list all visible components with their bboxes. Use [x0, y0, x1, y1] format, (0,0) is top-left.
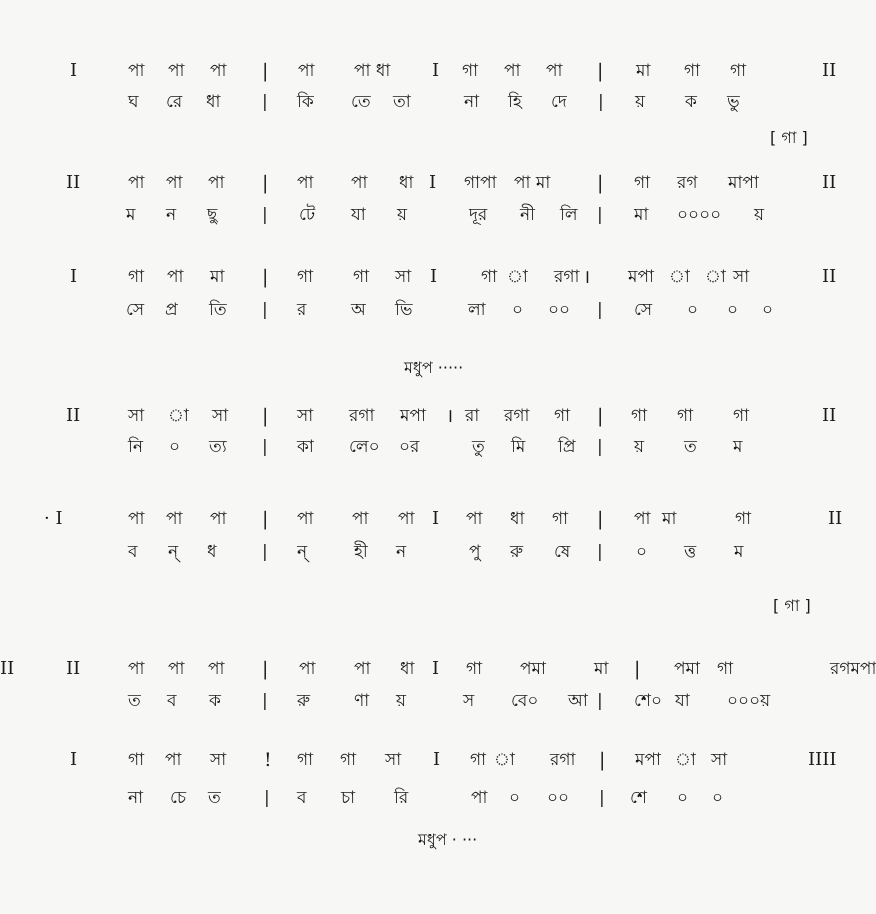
bar-line: |	[597, 60, 604, 82]
lyric-syllable: য়	[397, 205, 408, 225]
note-token: ধা	[510, 509, 525, 529]
note-token: পা	[208, 173, 225, 193]
notation-row	[0, 401, 876, 431]
section-marker: II	[66, 658, 81, 679]
lyric-row	[0, 200, 876, 230]
note-token: মপা	[635, 750, 661, 770]
lyric-syllable: ব	[167, 691, 177, 711]
note-token: পা	[128, 509, 145, 529]
lyric-syllable: তি	[209, 300, 227, 320]
note-token: ধা	[399, 173, 414, 193]
lyric-syllable: ম	[733, 437, 743, 457]
note-token: পা	[210, 509, 227, 529]
lyric-syllable: ০	[512, 300, 524, 320]
bar-line: |	[262, 300, 268, 320]
bar-line: |	[634, 658, 641, 680]
lyric-syllable: অ	[351, 300, 366, 320]
note-token: গা	[481, 267, 498, 287]
bar-line: ।	[583, 266, 591, 288]
lyric-syllable: ক	[685, 92, 697, 112]
note-token: পা	[128, 173, 145, 193]
note-token: গা	[128, 267, 145, 287]
section-marker: II	[66, 172, 81, 193]
lyric-syllable: যা	[351, 205, 366, 225]
lyric-syllable: ত	[208, 788, 221, 808]
lyric-row	[0, 537, 876, 567]
lyric-syllable: লি	[560, 205, 578, 225]
lyric-syllable: ধ	[207, 542, 217, 562]
lyric-syllable: ০০০০	[677, 205, 722, 225]
lyric-row	[0, 783, 876, 813]
lyric-syllable: ০	[509, 788, 521, 808]
note-token: গা	[353, 267, 370, 287]
lyric-syllable: ধা	[206, 92, 221, 112]
bar-line: |	[262, 542, 268, 562]
bar-line: |	[262, 405, 269, 427]
section-marker: I	[432, 658, 440, 679]
bracket-note: [ গা ]	[770, 128, 808, 147]
note-token: গা	[128, 750, 145, 770]
lyric-syllable: তু	[472, 437, 485, 457]
note-token: পা	[398, 509, 415, 529]
lyric-syllable: ভি	[395, 300, 413, 320]
lyric-syllable: ০	[712, 788, 724, 808]
lyric-syllable: য়	[635, 92, 646, 112]
note-token: পমা	[520, 659, 546, 679]
notation-row	[0, 654, 876, 684]
lyric-syllable: লা	[468, 300, 486, 320]
bar-line: |	[262, 172, 269, 194]
note-token: গা	[631, 406, 648, 426]
note-token: পা	[299, 659, 316, 679]
lyric-syllable: যা	[675, 691, 690, 711]
section-marker: I	[432, 60, 440, 81]
lyric-syllable: আ	[568, 691, 588, 711]
note-token: রগা	[349, 406, 375, 426]
lyric-syllable: না	[464, 92, 480, 112]
lyric-syllable: মি	[511, 437, 526, 457]
note-token: গা	[677, 406, 694, 426]
bar-line: !	[264, 749, 272, 771]
section-marker: II	[828, 508, 843, 529]
notation-row	[0, 262, 876, 292]
note-token: পমা	[674, 659, 700, 679]
lyric-syllable: ম	[734, 542, 744, 562]
section-marker: II	[0, 658, 15, 679]
lyric-syllable: ০	[727, 300, 739, 320]
lyric-row	[0, 87, 876, 117]
lyric-syllable: ০র	[399, 437, 420, 457]
bar-line: ।	[446, 405, 454, 427]
refrain-label: মধুপ · ···	[418, 830, 478, 849]
note-token: গা	[634, 173, 651, 193]
lyric-syllable: ভু	[727, 92, 740, 112]
lyric-syllable: ম	[126, 205, 136, 225]
lyric-syllable: ন	[396, 542, 407, 562]
bar-line: |	[264, 788, 270, 808]
lyric-syllable: ০	[169, 437, 181, 457]
note-token: া	[675, 750, 696, 770]
note-token: া	[705, 267, 726, 287]
lyric-syllable: ০০০য়	[727, 691, 771, 711]
section-marker: II	[822, 405, 837, 426]
note-token: পা	[166, 173, 183, 193]
note-token: গা	[340, 750, 357, 770]
section-marker: I	[432, 508, 440, 529]
lyric-syllable: ০	[636, 542, 648, 562]
note-token: রগা	[504, 406, 530, 426]
bar-line: |	[598, 92, 604, 112]
note-token: মাপা	[728, 173, 759, 193]
lyric-syllable: ছু	[207, 205, 218, 225]
lyric-syllable: দূর	[469, 205, 488, 225]
section-marker: II	[66, 405, 81, 426]
note-token: া	[507, 267, 528, 287]
note-token: গা	[684, 61, 701, 81]
bar-line: |	[597, 405, 604, 427]
lyric-syllable: য়	[634, 437, 645, 457]
lyric-syllable: সে	[634, 300, 653, 320]
lyric-syllable: ০০	[548, 300, 571, 320]
note-token: মা	[636, 61, 651, 81]
section-marker: I	[70, 749, 78, 770]
note-token: পা	[165, 750, 182, 770]
note-token: পা	[466, 509, 483, 529]
bar-line: |	[597, 691, 603, 711]
lyric-row	[0, 686, 876, 716]
bar-line: |	[597, 205, 603, 225]
note-token: পা	[352, 509, 369, 529]
note-token: সা	[711, 750, 728, 770]
bar-line: |	[262, 60, 269, 82]
note-token: ধা	[400, 659, 415, 679]
note-token: া	[494, 750, 515, 770]
lyric-syllable: ন	[166, 205, 177, 225]
lyric-syllable: রু	[297, 691, 311, 711]
note-token: গা	[462, 61, 479, 81]
lyric-syllable: চা	[341, 788, 356, 808]
note-token: গা	[735, 509, 752, 529]
note-token: গা	[297, 267, 314, 287]
lyric-syllable: রে	[166, 92, 183, 112]
lyric-syllable: ত্ত	[684, 542, 697, 562]
bar-line: |	[597, 508, 604, 530]
note-token: গা	[730, 61, 747, 81]
bar-line: |	[262, 437, 268, 457]
note-token: পা	[208, 659, 225, 679]
lyric-syllable: সে	[126, 300, 145, 320]
notation-row	[0, 56, 876, 86]
note-token: পা	[504, 61, 521, 81]
lyric-syllable: ত	[684, 437, 697, 457]
note-token: রগমপা	[830, 659, 876, 679]
bar-line: |	[262, 508, 269, 530]
note-token: পা	[354, 659, 371, 679]
lyric-syllable: ষে	[554, 542, 571, 562]
note-token: পা	[298, 61, 315, 81]
note-token: পা ধা	[354, 61, 391, 81]
lyric-syllable: শে	[630, 788, 647, 808]
note-token: রগা	[550, 750, 576, 770]
note-token: া	[669, 267, 690, 287]
lyric-row	[0, 295, 876, 325]
note-token: পা	[168, 659, 185, 679]
lyric-syllable: না	[128, 788, 144, 808]
section-marker: I	[70, 266, 78, 287]
note-token: পা	[166, 509, 183, 529]
lyric-syllable: ক	[209, 691, 221, 711]
lyric-syllable: স	[463, 691, 475, 711]
bar-line: |	[262, 266, 269, 288]
note-token: মা	[662, 509, 677, 529]
note-token: গাপা	[464, 173, 497, 193]
lyric-syllable: ০	[762, 300, 774, 320]
lyric-syllable: লে০	[349, 437, 380, 457]
lyric-syllable: ত	[128, 691, 141, 711]
lyric-syllable: য়	[396, 691, 407, 711]
note-token: সা	[733, 267, 750, 287]
lyric-syllable: ব	[128, 542, 138, 562]
note-token: মা	[594, 659, 609, 679]
note-token: পা	[128, 61, 145, 81]
note-token: রা	[465, 406, 480, 426]
note-token: মপা	[628, 267, 654, 287]
note-token: পা	[210, 61, 227, 81]
note-token: পা	[128, 659, 145, 679]
bar-line: |	[262, 691, 268, 711]
lyric-syllable: হি	[508, 92, 522, 112]
note-token: সা	[210, 750, 227, 770]
note-token: গা	[733, 406, 750, 426]
note-token: পা	[297, 509, 314, 529]
lyric-syllable: ০	[677, 788, 689, 808]
note-token: পা	[297, 173, 314, 193]
note-token: সা	[297, 406, 314, 426]
lyric-syllable: শে০	[634, 691, 663, 711]
notation-row	[0, 504, 876, 534]
note-token: পা	[168, 61, 185, 81]
section-marker: I	[430, 266, 438, 287]
note-token: পা মা	[514, 173, 551, 193]
lyric-syllable: বে০	[511, 691, 539, 711]
bar-line: |	[597, 172, 604, 194]
note-token: গা	[470, 750, 487, 770]
note-token: সা	[212, 406, 229, 426]
note-token: গা	[552, 509, 569, 529]
section-marker: IIII	[808, 749, 837, 770]
note-token: গা	[717, 659, 734, 679]
bar-line: |	[262, 92, 268, 112]
section-marker: II	[822, 60, 837, 81]
notation-row	[0, 745, 876, 775]
note-token: গা	[297, 750, 314, 770]
lyric-syllable: কি	[297, 92, 314, 112]
note-token: সা	[128, 406, 145, 426]
section-marker: II	[822, 266, 837, 287]
lyric-syllable: দে	[551, 92, 567, 112]
section-marker: I	[433, 749, 441, 770]
note-token: মপা	[400, 406, 426, 426]
note-token: পা	[634, 509, 651, 529]
note-token: পা	[351, 173, 368, 193]
lyric-syllable: ব	[297, 788, 307, 808]
lyric-syllable: রু	[510, 542, 524, 562]
lyric-syllable: প্র	[165, 300, 178, 320]
lyric-syllable: তে	[351, 92, 371, 112]
note-token: া	[168, 406, 189, 426]
note-token: গা	[554, 406, 571, 426]
note-token: রগা	[554, 267, 580, 287]
lyric-syllable: ন্	[297, 542, 308, 562]
lyric-row	[0, 432, 876, 462]
refrain-label: মধুপ ·····	[404, 358, 464, 377]
lyric-syllable: ন্	[168, 542, 179, 562]
bar-line: |	[597, 437, 603, 457]
bracket-note: [ গা ]	[773, 596, 811, 615]
note-token: পা	[546, 61, 563, 81]
lyric-syllable: ণা	[354, 691, 370, 711]
lyric-syllable: র	[297, 300, 307, 320]
bar-line: |	[599, 788, 605, 808]
lyric-syllable: ত্য	[209, 437, 227, 457]
section-marker: I	[429, 172, 437, 193]
section-marker: II	[822, 172, 837, 193]
lyric-syllable: হী	[354, 542, 368, 562]
lyric-syllable: নি	[128, 437, 144, 457]
section-marker: I	[70, 60, 78, 81]
lyric-syllable: পু	[469, 542, 481, 562]
bar-line: |	[597, 300, 603, 320]
bar-line: |	[599, 749, 606, 771]
lyric-syllable: কা	[297, 437, 314, 457]
notation-row	[0, 168, 876, 198]
lyric-syllable: মা	[634, 205, 649, 225]
lyric-syllable: রি	[394, 788, 409, 808]
note-token: পা	[167, 267, 184, 287]
note-token: গা	[466, 659, 483, 679]
bar-line: |	[262, 205, 268, 225]
lyric-syllable: চে	[170, 788, 187, 808]
lyric-syllable: টে	[299, 205, 316, 225]
lyric-syllable: পা	[471, 788, 488, 808]
lyric-syllable: তা	[393, 92, 411, 112]
bar-line: |	[262, 658, 269, 680]
note-token: সা	[385, 750, 402, 770]
lyric-syllable: ০	[687, 300, 699, 320]
lyric-syllable: প্রি	[558, 437, 576, 457]
lyric-syllable: ০০	[547, 788, 570, 808]
note-token: রগ	[677, 173, 698, 193]
lyric-syllable: নী	[520, 205, 536, 225]
section-marker: · I	[44, 508, 63, 529]
note-token: সা	[395, 267, 412, 287]
note-token: মা	[210, 267, 225, 287]
lyric-syllable: ঘ	[128, 92, 139, 112]
bar-line: |	[597, 542, 603, 562]
lyric-syllable: য়	[754, 205, 765, 225]
